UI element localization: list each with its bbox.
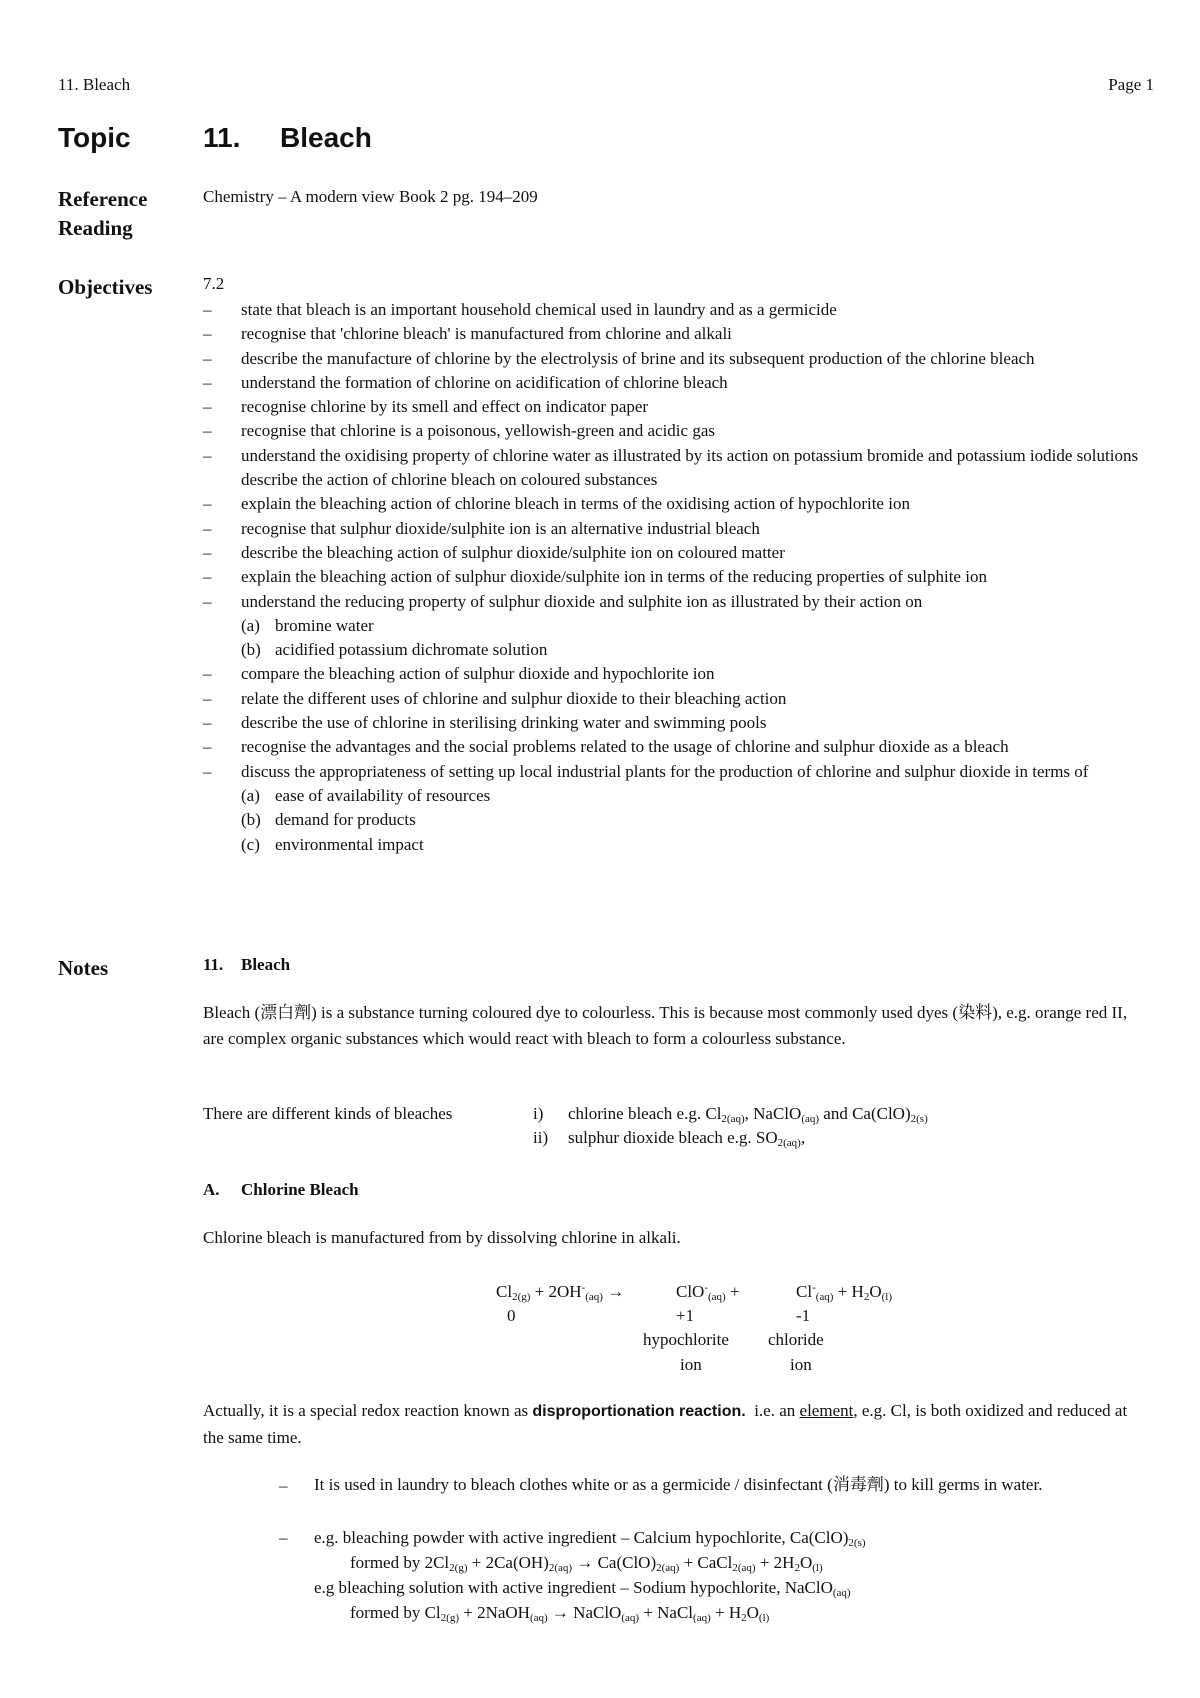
list-item: – recognise that sulphur dioxide/sulphite ion is an alternative industrial bleach xyxy=(203,518,760,538)
list-item: – describe the use of chlorine in sterilising drinking water and swimming pools xyxy=(203,713,767,733)
equation-chloride: $Cl^-_{(aq)} + H_2O_{(l)}$ xyxy=(796,1281,892,1303)
redox-paragraph: Actually, it is a special redox reaction known as disproportionation reaction. i.e. an element, e.g. Cl, is both oxidized and reduced at the same time. xyxy=(203,1401,1128,1447)
list-item: – explain the bleaching action of sulphur dioxide/sulphite ion in terms of the reducing properties of sulphite ion xyxy=(203,567,987,587)
chlorine-made-text: Chlorine bleach is manufactured from by dissolving chlorine in alkali. xyxy=(203,1228,681,1247)
kind2-text: sulphur dioxide bleach e.g. $SO_{2(aq)}$, xyxy=(568,1128,806,1149)
hypochlorite-ion-label: ion xyxy=(680,1355,702,1374)
powder-equation: formed by $2Cl_{2(g)} + 2Ca(OH)_{2(aq)} \to Ca(ClO)_{2(aq)}$ + CaCl$_{2(aq)}$ + $2H_2O_{(l)}$ xyxy=(350,1553,823,1574)
topic-title: Bleach xyxy=(280,122,372,153)
list-item: – describe the bleaching action of sulphur dioxide/sulphite ion on coloured matter xyxy=(203,542,785,562)
list-item: – understand the oxidising property of chlorine water as illustrated by its action on potassium bromide and potassium iodide solutions describe the action of chlorine bleach on coloured substances xyxy=(203,445,1139,490)
section-a-number: A. xyxy=(203,1180,220,1199)
list-item: – explain the bleaching action of chlorine bleach in terms of the oxidising action of hypochlorite ion xyxy=(203,494,910,514)
notes-label: Notes xyxy=(58,956,109,980)
header-left: 11. Bleach xyxy=(58,75,131,94)
chloride-label: chloride xyxy=(768,1330,824,1349)
objectives-label: Objectives xyxy=(58,275,153,299)
solution-line: e.g bleaching solution with active ingredient – Sodium hypochlorite, NaClO$_{(aq)}$ xyxy=(314,1578,851,1599)
list-item: – recognise chlorine by its smell and effect on indicator paper xyxy=(203,397,649,417)
list-item: – understand the reducing property of sulphur dioxide and sulphite ion as illustrated by their action on xyxy=(203,591,923,611)
equation-hypochlorite: ClO-$_{(aq)}$ + xyxy=(676,1281,740,1303)
reading-label: Reading xyxy=(58,216,133,240)
objectives-number: 7.2 xyxy=(203,274,225,293)
list-item: – recognise that 'chlorine bleach' is manufactured from chlorine and alkali xyxy=(203,324,732,344)
use2-dash: – xyxy=(279,1528,288,1547)
list-item: – understand the formation of chlorine on acidification of chlorine bleach xyxy=(203,372,728,392)
intro-paragraph: Bleach (漂白劑) is a substance turning coloured dye to colourless. This is because most commonly used dyes (染料), e.g. orange red II, are complex organic substances which would react with bleach to form a colourless substance. xyxy=(203,1003,1128,1048)
sub-item: (b) acidified potassium dichromate solution xyxy=(241,640,548,660)
reference-text: Chemistry – A modern view Book 2 pg. 194–209 xyxy=(203,187,538,206)
objectives-list xyxy=(203,298,1163,857)
list-item: – describe the manufacture of chlorine by the electrolysis of brine and its subsequent production of the chlorine bleach xyxy=(203,348,1035,368)
topic-label: Topic xyxy=(58,122,131,153)
sub-item: (a) ease of availability of resources xyxy=(241,785,491,805)
section-a-title: Chlorine Bleach xyxy=(241,1180,359,1199)
notes-heading: Bleach xyxy=(241,955,291,974)
list-item: – state that bleach is an important household chemical used in laundry and as a germicide xyxy=(203,300,837,319)
reference-label: Reference xyxy=(58,187,148,211)
solution-equation: formed by $Cl_{2(g)}$ + 2NaOH$_{(aq)}$ → NaClO$_{(aq)}$ + NaCl$_{(aq)}$ + $H_2O_{(l)}$ xyxy=(350,1603,770,1624)
use1-text: It is used in laundry to bleach clothes white or as a germicide / disinfectant (消毒劑) to kill germs in water. xyxy=(314,1475,1043,1494)
list-item: – recognise the advantages and the social problems related to the usage of chlorine and sulphur dioxide as a bleach xyxy=(203,737,1009,757)
equation-reactants: $Cl_{2(g)} + 2OH^-_{(aq)}$ → xyxy=(496,1281,625,1303)
ox-state-hypochlorite: +1 xyxy=(676,1306,695,1325)
sub-item: (b) demand for products xyxy=(241,810,416,830)
list-item: – recognise that chlorine is a poisonous, yellowish-green and acidic gas xyxy=(203,421,715,441)
kind1-text: chlorine bleach e.g. $Cl_{2(aq)}$, NaClO$_{(aq)}$ and $Ca(ClO)_{2(s)}$ xyxy=(568,1104,928,1125)
sub-item: (c) environmental impact xyxy=(241,834,424,854)
list-item: – discuss the appropriateness of setting up local industrial plants for the production of chlorine and sulphur dioxide in terms of xyxy=(203,761,1089,781)
kind1-number: i) xyxy=(533,1104,544,1123)
powder-line: e.g. bleaching powder with active ingredient – Calcium hypochlorite, $Ca(ClO)_{2(s)}$ xyxy=(314,1528,866,1549)
use1-dash: – xyxy=(279,1476,288,1495)
kinds-label: There are different kinds of bleaches xyxy=(203,1104,453,1123)
notes-heading-number: 11. xyxy=(203,955,224,974)
list-item: – relate the different uses of chlorine and sulphur dioxide to their bleaching action xyxy=(203,688,787,708)
hypochlorite-label: hypochlorite xyxy=(643,1330,729,1349)
ox-state-chloride: -1 xyxy=(796,1306,811,1325)
ox-state-chlorine: 0 xyxy=(507,1306,516,1325)
list-item: – compare the bleaching action of sulphur dioxide and hypochlorite ion xyxy=(203,664,715,684)
chloride-ion-label: ion xyxy=(790,1355,812,1374)
topic-number: 11. xyxy=(203,122,241,153)
kind2-number: ii) xyxy=(533,1128,549,1147)
page-number: Page 1 xyxy=(1108,75,1154,94)
sub-item: (a) bromine water xyxy=(241,615,374,635)
